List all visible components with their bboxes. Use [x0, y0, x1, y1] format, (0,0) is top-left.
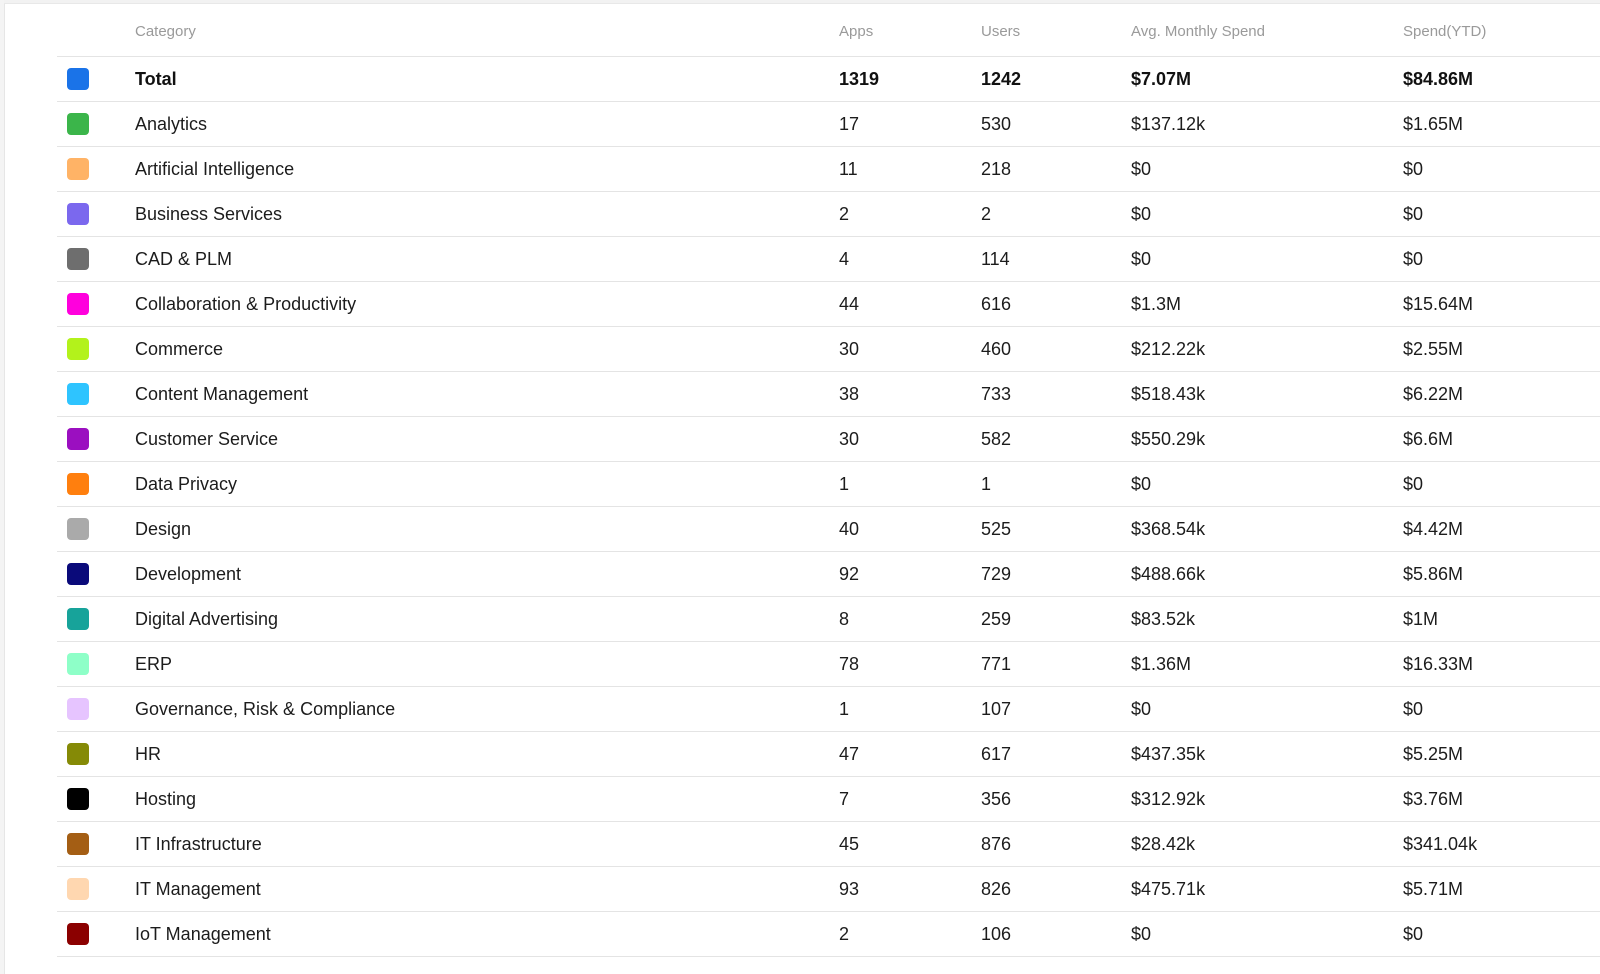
spend-ytd-cell: $2.55M: [1403, 327, 1600, 372]
users-cell: 876: [981, 822, 1131, 867]
category-cell: IT Management: [135, 867, 839, 912]
users-cell: 106: [981, 912, 1131, 957]
spend-ytd-cell: $341.04k: [1403, 822, 1600, 867]
users-cell: 525: [981, 507, 1131, 552]
table-row[interactable]: [57, 687, 1600, 732]
swatch-cell: [57, 867, 135, 912]
category-cell: Collaboration & Productivity: [135, 282, 839, 327]
swatch-cell: [57, 102, 135, 147]
spend-ytd-cell: $15.64M: [1403, 282, 1600, 327]
category-color-swatch: [67, 788, 89, 810]
header-users[interactable]: Users: [981, 6, 1131, 57]
category-cell: Total: [135, 57, 839, 102]
category-cell: Customer Service: [135, 417, 839, 462]
apps-cell: 44: [839, 282, 981, 327]
total-row[interactable]: [57, 57, 1600, 102]
swatch-cell: [57, 642, 135, 687]
apps-cell: 78: [839, 642, 981, 687]
category-color-swatch: [67, 158, 89, 180]
swatch-cell: [57, 687, 135, 732]
avg-monthly-spend-cell: $83.52k: [1131, 597, 1403, 642]
spend-ytd-cell: $0: [1403, 462, 1600, 507]
category-color-swatch: [67, 743, 89, 765]
category-color-swatch: [67, 293, 89, 315]
avg-monthly-spend-cell: $0: [1131, 687, 1403, 732]
users-cell: 616: [981, 282, 1131, 327]
users-cell: 826: [981, 867, 1131, 912]
swatch-cell: [57, 912, 135, 957]
avg-monthly-spend-cell: $437.35k: [1131, 732, 1403, 777]
spend-ytd-cell: $5.86M: [1403, 552, 1600, 597]
category-cell: Data Privacy: [135, 462, 839, 507]
spend-ytd-cell: $6.6M: [1403, 417, 1600, 462]
table-row[interactable]: [57, 192, 1600, 237]
category-cell: ERP: [135, 642, 839, 687]
users-cell: 2: [981, 192, 1131, 237]
users-cell: 114: [981, 237, 1131, 282]
spend-ytd-cell: $0: [1403, 912, 1600, 957]
swatch-cell: [57, 552, 135, 597]
category-cell: Governance, Risk & Compliance: [135, 687, 839, 732]
users-cell: 107: [981, 687, 1131, 732]
spend-ytd-cell: $0: [1403, 687, 1600, 732]
swatch-cell: [57, 507, 135, 552]
category-cell: Digital Advertising: [135, 597, 839, 642]
category-color-swatch: [67, 203, 89, 225]
category-cell: IoT Management: [135, 912, 839, 957]
users-cell: 356: [981, 777, 1131, 822]
avg-monthly-spend-cell: $28.42k: [1131, 822, 1403, 867]
spend-ytd-cell: $16.33M: [1403, 642, 1600, 687]
category-color-swatch: [67, 698, 89, 720]
apps-cell: 11: [839, 147, 981, 192]
avg-monthly-spend-cell: $0: [1131, 147, 1403, 192]
avg-monthly-spend-cell: $368.54k: [1131, 507, 1403, 552]
category-cell: CAD & PLM: [135, 237, 839, 282]
spend-ytd-cell: $0: [1403, 237, 1600, 282]
apps-cell: 30: [839, 327, 981, 372]
avg-monthly-spend-cell: $518.43k: [1131, 372, 1403, 417]
apps-cell: 7: [839, 777, 981, 822]
category-color-swatch: [67, 878, 89, 900]
table-row[interactable]: [57, 912, 1600, 957]
table-row[interactable]: [57, 417, 1600, 462]
table-row[interactable]: [57, 102, 1600, 147]
spend-ytd-cell: $1M: [1403, 597, 1600, 642]
apps-cell: 4: [839, 237, 981, 282]
avg-monthly-spend-cell: $212.22k: [1131, 327, 1403, 372]
header-apps[interactable]: Apps: [839, 6, 981, 57]
swatch-cell: [57, 147, 135, 192]
category-color-swatch: [67, 563, 89, 585]
apps-cell: 1: [839, 687, 981, 732]
spend-ytd-cell: $0: [1403, 192, 1600, 237]
avg-monthly-spend-cell: $312.92k: [1131, 777, 1403, 822]
category-color-swatch: [67, 428, 89, 450]
swatch-cell: [57, 327, 135, 372]
apps-cell: 47: [839, 732, 981, 777]
avg-monthly-spend-cell: $0: [1131, 192, 1403, 237]
category-table: [57, 6, 1600, 957]
apps-cell: 92: [839, 552, 981, 597]
category-color-swatch: [67, 608, 89, 630]
table-body: [57, 57, 1600, 957]
table-row[interactable]: [57, 147, 1600, 192]
apps-cell: 30: [839, 417, 981, 462]
table-row[interactable]: [57, 237, 1600, 282]
category-cell: IT Infrastructure: [135, 822, 839, 867]
avg-monthly-spend-cell: $475.71k: [1131, 867, 1403, 912]
table-row[interactable]: [57, 462, 1600, 507]
users-cell: 460: [981, 327, 1131, 372]
users-cell: 617: [981, 732, 1131, 777]
spend-ytd-cell: $1.65M: [1403, 102, 1600, 147]
swatch-cell: [57, 192, 135, 237]
swatch-cell: [57, 282, 135, 327]
top-border: [4, 0, 1600, 4]
table-row[interactable]: [57, 372, 1600, 417]
apps-cell: 1: [839, 462, 981, 507]
avg-monthly-spend-cell: $550.29k: [1131, 417, 1403, 462]
table-row[interactable]: [57, 642, 1600, 687]
category-color-swatch: [67, 248, 89, 270]
category-cell: HR: [135, 732, 839, 777]
swatch-cell: [57, 822, 135, 867]
category-cell: Analytics: [135, 102, 839, 147]
spend-ytd-cell: $5.25M: [1403, 732, 1600, 777]
users-cell: 771: [981, 642, 1131, 687]
table-row[interactable]: [57, 867, 1600, 912]
spend-ytd-cell: $84.86M: [1403, 57, 1600, 102]
users-cell: 1242: [981, 57, 1131, 102]
avg-monthly-spend-cell: $1.3M: [1131, 282, 1403, 327]
avg-monthly-spend-cell: $0: [1131, 237, 1403, 282]
category-cell: Design: [135, 507, 839, 552]
spend-ytd-cell: $3.76M: [1403, 777, 1600, 822]
apps-cell: 38: [839, 372, 981, 417]
spend-ytd-cell: $6.22M: [1403, 372, 1600, 417]
table-header-row: [57, 6, 1600, 57]
spend-ytd-cell: $0: [1403, 147, 1600, 192]
table-row[interactable]: [57, 327, 1600, 372]
header-avg-monthly-spend[interactable]: Avg. Monthly Spend: [1131, 6, 1403, 57]
apps-cell: 2: [839, 912, 981, 957]
users-cell: 259: [981, 597, 1131, 642]
avg-monthly-spend-cell: $7.07M: [1131, 57, 1403, 102]
table-row[interactable]: [57, 822, 1600, 867]
category-color-swatch: [67, 338, 89, 360]
category-cell: Artificial Intelligence: [135, 147, 839, 192]
spend-ytd-cell: $5.71M: [1403, 867, 1600, 912]
table-row[interactable]: [57, 732, 1600, 777]
apps-cell: 40: [839, 507, 981, 552]
category-color-swatch: [67, 383, 89, 405]
swatch-cell: [57, 597, 135, 642]
swatch-cell: [57, 57, 135, 102]
left-border: [0, 0, 5, 974]
table-row[interactable]: [57, 777, 1600, 822]
avg-monthly-spend-cell: $137.12k: [1131, 102, 1403, 147]
table-row[interactable]: [57, 507, 1600, 552]
category-color-swatch: [67, 473, 89, 495]
category-color-swatch: [67, 923, 89, 945]
avg-monthly-spend-cell: $0: [1131, 462, 1403, 507]
users-cell: 582: [981, 417, 1131, 462]
category-cell: Content Management: [135, 372, 839, 417]
users-cell: 733: [981, 372, 1131, 417]
swatch-cell: [57, 237, 135, 282]
category-color-swatch: [67, 68, 89, 90]
apps-cell: 8: [839, 597, 981, 642]
apps-cell: 1319: [839, 57, 981, 102]
table-row[interactable]: [57, 282, 1600, 327]
users-cell: 1: [981, 462, 1131, 507]
spend-ytd-cell: $4.42M: [1403, 507, 1600, 552]
header-spend-ytd[interactable]: Spend(YTD): [1403, 6, 1600, 57]
users-cell: 729: [981, 552, 1131, 597]
table-row[interactable]: [57, 597, 1600, 642]
swatch-cell: [57, 372, 135, 417]
header-category[interactable]: Category: [135, 6, 839, 57]
category-color-swatch: [67, 833, 89, 855]
category-cell: Hosting: [135, 777, 839, 822]
avg-monthly-spend-cell: $1.36M: [1131, 642, 1403, 687]
category-color-swatch: [67, 518, 89, 540]
category-cell: Business Services: [135, 192, 839, 237]
apps-cell: 45: [839, 822, 981, 867]
users-cell: 218: [981, 147, 1131, 192]
table-row[interactable]: [57, 552, 1600, 597]
category-cell: Development: [135, 552, 839, 597]
swatch-cell: [57, 462, 135, 507]
swatch-cell: [57, 777, 135, 822]
apps-cell: 2: [839, 192, 981, 237]
users-cell: 530: [981, 102, 1131, 147]
category-color-swatch: [67, 113, 89, 135]
swatch-cell: [57, 732, 135, 777]
swatch-cell: [57, 417, 135, 462]
apps-cell: 17: [839, 102, 981, 147]
header-swatch: [57, 6, 135, 57]
apps-cell: 93: [839, 867, 981, 912]
category-cell: Commerce: [135, 327, 839, 372]
avg-monthly-spend-cell: $488.66k: [1131, 552, 1403, 597]
avg-monthly-spend-cell: $0: [1131, 912, 1403, 957]
category-color-swatch: [67, 653, 89, 675]
